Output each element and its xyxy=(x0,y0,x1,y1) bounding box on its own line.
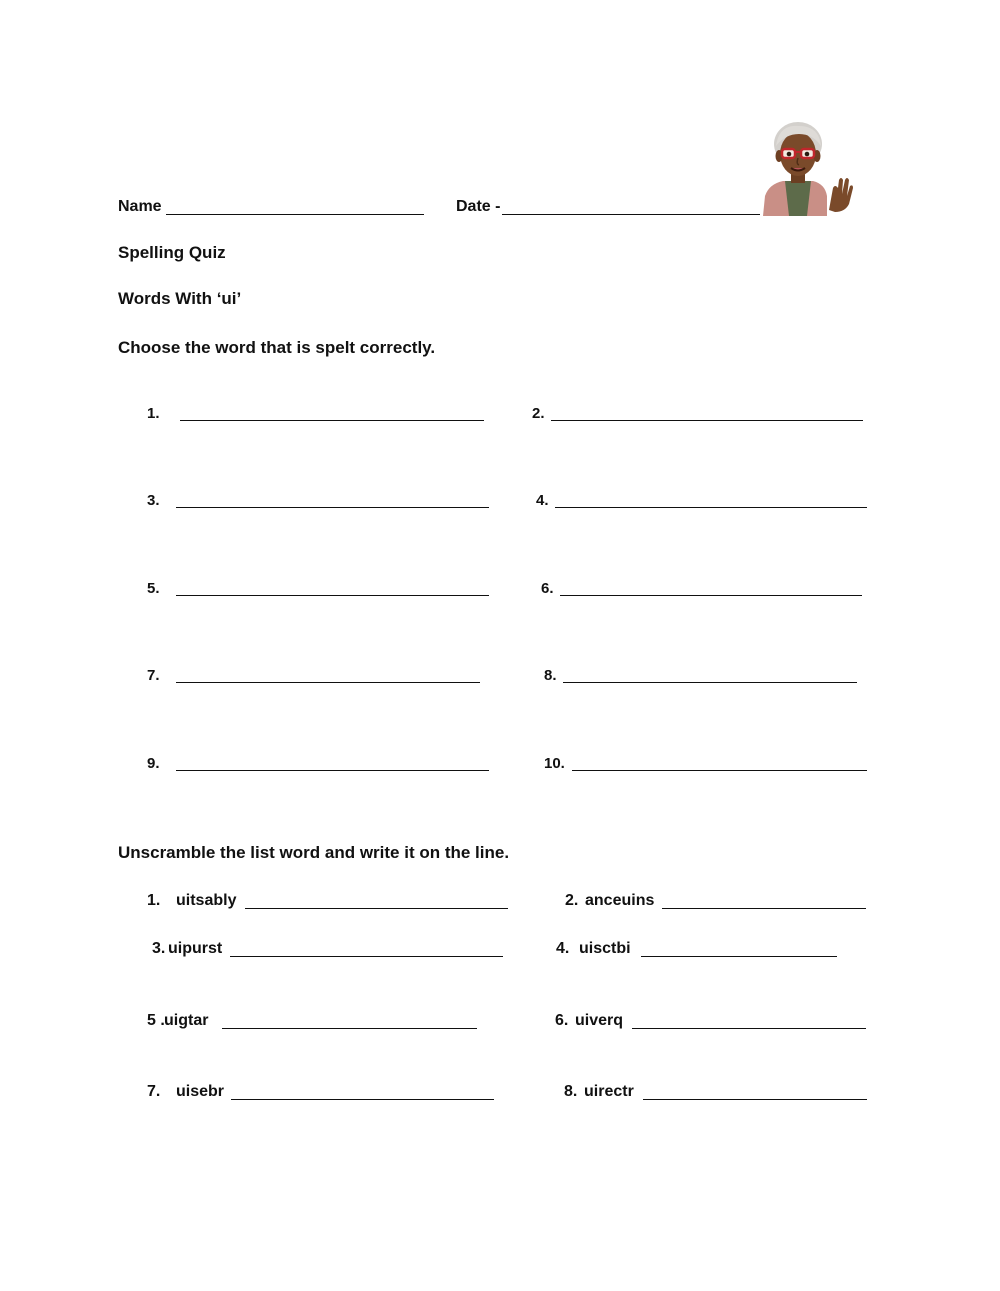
answer-line-9[interactable] xyxy=(176,770,489,771)
answer-line-6[interactable] xyxy=(560,595,862,596)
scrambled-word-8: uirectr xyxy=(584,1083,634,1100)
answer-number-7: 7. xyxy=(147,667,160,684)
unscramble-line-8[interactable] xyxy=(643,1099,867,1100)
answer-line-10[interactable] xyxy=(572,770,867,771)
scrambled-word-5: uigtar xyxy=(164,1012,209,1029)
answer-line-1[interactable] xyxy=(180,420,484,421)
unscramble-line-2[interactable] xyxy=(662,908,866,909)
name-label: Name xyxy=(118,198,162,215)
scrambled-word-6: uiverq xyxy=(575,1012,624,1029)
unscramble-number-5: 5 . xyxy=(147,1012,165,1029)
answer-line-7[interactable] xyxy=(176,682,480,683)
answer-number-10: 10. xyxy=(544,755,565,772)
answer-line-5[interactable] xyxy=(176,595,489,596)
waving-teacher-avatar-icon xyxy=(755,118,855,216)
quiz-title: Spelling Quiz xyxy=(118,243,226,262)
date-line[interactable] xyxy=(502,214,760,215)
answer-line-2[interactable] xyxy=(551,420,863,421)
answer-number-4: 4. xyxy=(536,492,549,509)
date-label: Date - xyxy=(456,198,501,215)
name-line[interactable] xyxy=(166,214,424,215)
answer-line-8[interactable] xyxy=(563,682,857,683)
unscramble-number-6: 6. xyxy=(555,1012,569,1029)
answer-number-8: 8. xyxy=(544,667,557,684)
unscramble-number-8: 8. xyxy=(564,1083,578,1100)
answer-number-6: 6. xyxy=(541,580,554,597)
unscramble-number-7: 7. xyxy=(147,1083,161,1100)
unscramble-line-7[interactable] xyxy=(231,1099,494,1100)
answer-number-2: 2. xyxy=(532,405,545,422)
scrambled-word-3: uipurst xyxy=(168,940,223,957)
unscramble-number-2: 2. xyxy=(565,892,579,909)
unscramble-line-1[interactable] xyxy=(245,908,508,909)
answer-number-9: 9. xyxy=(147,755,160,772)
scrambled-word-4: uisctbi xyxy=(579,940,631,957)
answer-line-4[interactable] xyxy=(555,507,867,508)
scrambled-word-2: anceuins xyxy=(585,892,655,909)
answer-number-1: 1. xyxy=(147,405,160,422)
unscramble-number-3: 3. xyxy=(152,940,166,957)
unscramble-line-3[interactable] xyxy=(230,956,503,957)
scrambled-word-1: uitsably xyxy=(176,892,237,909)
unscramble-number-4: 4. xyxy=(556,940,570,957)
section2-instruction: Unscramble the list word and write it on the line. xyxy=(118,843,510,862)
answer-number-5: 5. xyxy=(147,580,160,597)
answer-line-3[interactable] xyxy=(176,507,489,508)
unscramble-line-5[interactable] xyxy=(222,1028,477,1029)
answer-number-3: 3. xyxy=(147,492,160,509)
unscramble-line-4[interactable] xyxy=(641,956,837,957)
unscramble-line-6[interactable] xyxy=(632,1028,866,1029)
section1-instruction: Choose the word that is spelt correctly. xyxy=(118,338,436,357)
quiz-subtitle: Words With ‘ui’ xyxy=(118,289,242,308)
scrambled-word-7: uisebr xyxy=(176,1083,225,1100)
unscramble-number-1: 1. xyxy=(147,892,161,909)
